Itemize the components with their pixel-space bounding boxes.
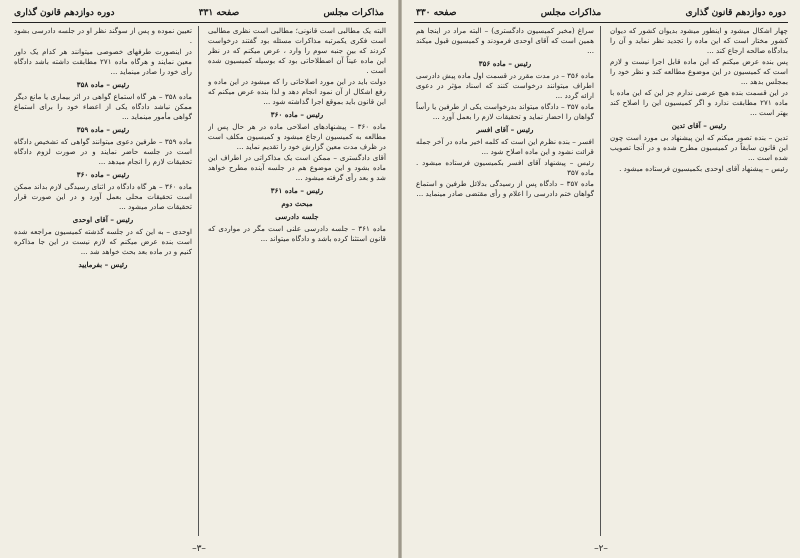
- paragraph: ماده ۳۶۰ – پیشنهادهای اصلاحی ماده در هر حال پس از مطالعه به کمیسیون ارجاع میشود و کمیسیون مکلف است در ظرف مدت معین گزارش خود را تقدیم نماید ...: [208, 122, 386, 151]
- paragraph: رئیس – ماده ۳۵۹: [76, 125, 130, 134]
- paragraph: رئیس – ماده ۳۵۸: [76, 80, 130, 89]
- paragraph: رئیس – پیشنهاد آقای افسر بکمیسیون فرستاده میشود . ماده ۳۵۷: [416, 158, 594, 177]
- paragraph: رئیس – بفرمایید: [78, 260, 128, 269]
- paragraph: رئیس – ماده ۳۵۶: [478, 59, 532, 68]
- paragraph: رئیس – آقای افسر: [476, 125, 534, 134]
- left-folio: –۳–: [192, 544, 206, 554]
- right-header-rule: [414, 22, 788, 23]
- paragraph: البته یک مطالبی است قانونی؛ مطالبی است نظری مطالبی است فکری یکمرتبه مذاکرات مسئله بود گفتند درخواست کردند که بین جنبه سوم را وارد ، عرض میکنم که در نظر این ماده عیناً آن اصطلاحاتی بود که بوسیله کمیسیون شده است .: [208, 26, 386, 75]
- paragraph: افسر – بنده نظرم این است که کلمه اخیر ماده در آخر جمله قرائت نشود و این ماده اصلاح شود ...: [416, 137, 594, 156]
- right-header-left: صفحه ۳۳۰: [416, 8, 457, 18]
- paragraph: ماده ۳۵۹ – طرفین دعوی میتوانند گواهی که تشخیص دادگاه است در جلسه حاضر نمایند و در صورت لزوم دادگاه تحقیقات لازم را انجام میدهد ...: [14, 137, 192, 166]
- paragraph: مبحث دوم: [281, 199, 313, 208]
- paragraph: ماده ۳۵۸ – هر گاه استماع گواهی در اثر بیماری یا مانع دیگر ممکن نباشد دادگاه یکی از اعضاء خود را برای استماع گواهی مأمور مینماید ...: [14, 92, 192, 121]
- paragraph: رئیس – ماده ۳۶۱: [270, 186, 324, 195]
- left-header-right: مذاکرات مجلس: [323, 8, 384, 18]
- right-header-center: مذاکرات مجلس: [540, 8, 602, 18]
- left-column-divider: [198, 26, 199, 536]
- paragraph: در این قسمت بنده هیچ عرضی ندارم جز این که این ماده با ماده ۲۷۱ مطابقت ندارد و اگر کمیسیون این را اصلاح کند بهتر است ...: [610, 88, 788, 117]
- paragraph: تعیین نموده و پس از سوگند نظر او در جلسه دادرسی بشود .: [14, 26, 192, 45]
- left-page-right-column: [208, 26, 386, 540]
- paragraph: ماده ۳۶۰ – هر گاه دادگاه در اثنای رسیدگی لازم بداند ممکن است تحقیقات محلی بعمل آورد و در این صورت قرار تحقیقات صادر میشود ...: [14, 182, 192, 211]
- paragraph: جلسه دادرسی: [275, 212, 319, 221]
- paragraph: رئیس – ماده ۳۶۰: [270, 110, 324, 119]
- left-header-rule: [12, 22, 386, 23]
- right-column-divider: [600, 26, 601, 536]
- paragraph: پس بنده عرض میکنم که این ماده قابل اجرا نیست و لازم است که کمیسیون در این موضوع مطالعه کند و نظر خود را بمجلس بدهد ...: [610, 57, 788, 86]
- left-header-center: صفحه ۳۳۱: [198, 8, 240, 18]
- left-page-left-column: [14, 26, 192, 540]
- right-running-header: [416, 6, 786, 20]
- paragraph: رئیس – ماده ۳۶۰: [76, 170, 130, 179]
- paragraph: رئیس – آقای اوحدی: [72, 215, 134, 224]
- left-page: [0, 0, 398, 558]
- paragraph: دولت باید در این مورد اصلاحاتی را که میشود در این ماده و رفع اشکال از آن نمود انجام دهد و لذا بنده عرض میکنم که این قانون باید بموقع اجرا گذاشته شود ...: [208, 77, 386, 106]
- left-header-left: دوره دوازدهم قانون گذاری: [14, 8, 115, 18]
- right-header-right: دوره دوازدهم قانون گذاری: [685, 8, 786, 18]
- paragraph: ماده ۳۵۷ – دادگاه میتواند بدرخواست یکی از طرفین یا رأساً گواهان را احضار نماید و تحقیقات لازم را بعمل آورد ...: [416, 102, 594, 121]
- paragraph: سراغ (مخبر کمیسیون دادگستری) – البته مراد در اینجا هم همین است که آقای اوحدی فرمودند و کمیسیون قبول میکند ...: [416, 26, 594, 55]
- left-running-header: [14, 6, 384, 20]
- paragraph: چهار اشکال میشود و اینطور میشود بدیوان کشور که دیوان کشور مختار است که این ماده را تجدید نظر نماید و آن را بدادگاه صالحه ارجاع کند ...: [610, 26, 788, 55]
- paragraph: ماده ۳۵۶ – در مدت مقرر در قسمت اول ماده پیش دادرسی اطراف میتوانند درخواست کنند که اسناد مؤثر در دعوی ارائه گردد ...: [416, 71, 594, 100]
- paragraph: آقای دادگستری – ممکن است یک مذاکراتی در اطراف این ماده بشود و این موضوع هم در جلسه آینده مطرح خواهد شد و بعد رأی گرفته میشود ...: [208, 153, 386, 182]
- right-page-right-column: [610, 26, 788, 540]
- right-page-left-column: [416, 26, 594, 540]
- paragraph: ماده ۳۵۷ – دادگاه پس از رسیدگی بدلائل طرفین و استماع گواهان ختم دادرسی را اعلام و رأی مقتضی صادر مینماید ...: [416, 179, 594, 198]
- paragraph: رئیس – پیشنهاد آقای اوحدی بکمیسیون فرستاده میشود .: [619, 164, 788, 173]
- paragraph: اوحدی – به این که در جلسه گذشته کمیسیون مراجعه شده است بنده عرض میکنم که لازم نیست در این جا مذاکره کنیم و در ماده بعد بحث خواهد شد ...: [14, 227, 192, 256]
- right-folio: –۲–: [594, 544, 608, 554]
- right-page: [402, 0, 800, 558]
- paragraph: ماده ۳۶۱ – جلسه دادرسی علنی است مگر در مواردی که قانون استثنا کرده باشد و دادگاه میتواند ...: [208, 224, 386, 243]
- paragraph: رئیس – آقای تدین: [671, 121, 727, 130]
- paragraph: در اینصورت طرفهای خصوصی میتوانند هر کدام یک داور معین نمایند و هرگاه ماده ۲۷۱ مطابقت داشته باشد دادگاه رأی خود را صادر مینماید ...: [14, 47, 192, 76]
- paragraph: تدین – بنده تصور میکنم که این پیشنهاد بی مورد است چون این قانون سابقاً در کمیسیون مطرح شده و در آنجا تصویب شده است ...: [610, 133, 788, 162]
